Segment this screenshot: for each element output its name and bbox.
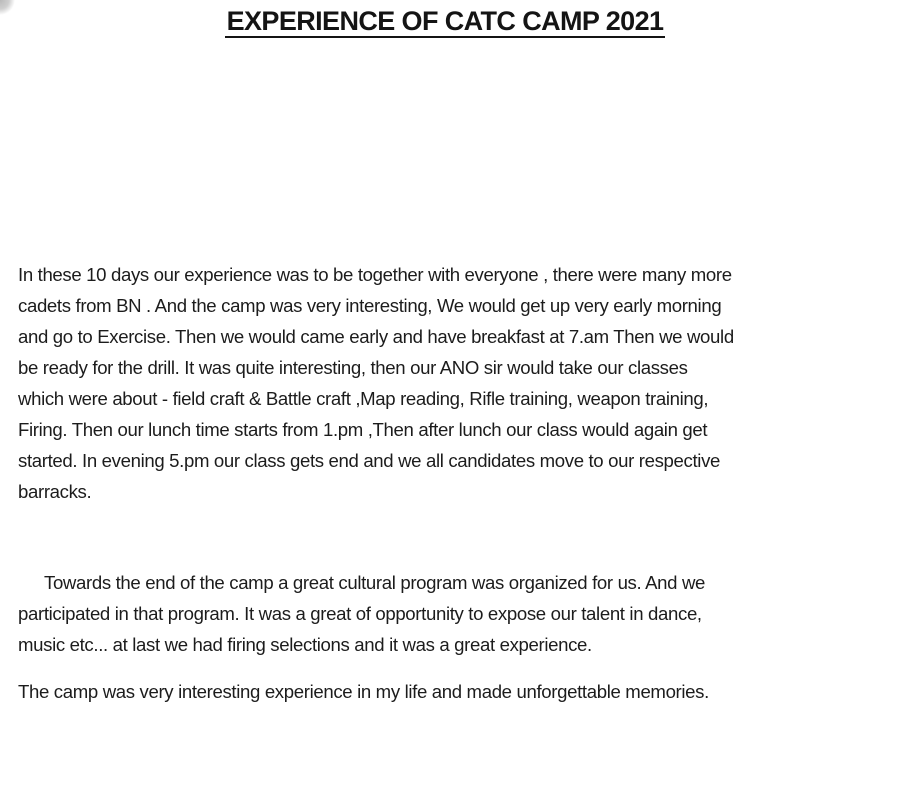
document-title (0, 6, 890, 38)
paragraph-line: which were about - field craft & Battle craft ,Map reading, Rifle training, weapon training, (18, 388, 709, 409)
paragraph-line: The camp was very interesting experience in my life and made unforgettable memories. (18, 681, 709, 702)
paragraph-line: started. In evening 5.pm our class gets end and we all candidates move to our respective (18, 450, 721, 471)
document-title-text: EXPERIENCE OF CATC CAMP 2021 (226, 6, 664, 36)
paragraph-cultural-program (18, 567, 890, 660)
paragraph-conclusion (18, 676, 890, 707)
paragraph-line: music etc... at last we had firing selections and it was a great experience. (18, 634, 592, 655)
paragraph-line: and go to Exercise. Then we would came early and have breakfast at 7.am Then we would (18, 326, 734, 347)
paragraph-line: cadets from BN . And the camp was very interesting, We would get up very early morning (18, 295, 722, 316)
paragraph-line: barracks. (18, 481, 92, 502)
paragraph-camp-routine (18, 259, 890, 507)
paragraph-line: In these 10 days our experience was to be together with everyone , there were many more (18, 264, 732, 285)
paragraph-line: Towards the end of the camp a great cultural program was organized for us. And we (44, 572, 706, 593)
paragraph-line: Firing. Then our lunch time starts from 1.pm ,Then after lunch our class would again get (18, 419, 708, 440)
paragraph-line: be ready for the drill. It was quite interesting, then our ANO sir would take our classes (18, 357, 688, 378)
paragraph-line: participated in that program. It was a great of opportunity to expose our talent in dance, (18, 603, 702, 624)
